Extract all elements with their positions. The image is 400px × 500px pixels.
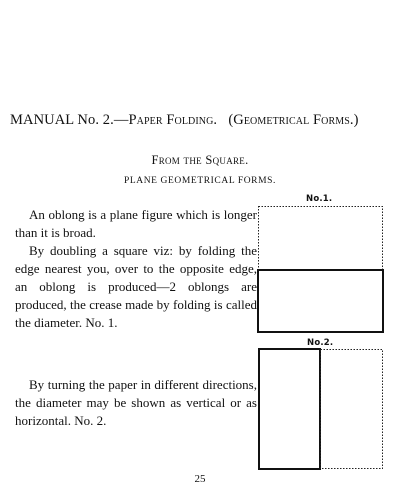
figure-2-label: No.2. <box>307 338 334 348</box>
section-title: From the Square. <box>151 153 249 167</box>
figure-1-diagram <box>258 207 383 333</box>
figure-1-solid-half <box>258 270 383 332</box>
section-subtitle: PLANE GEOMETRICAL FORMS. <box>123 176 277 186</box>
page-number: 25 <box>194 473 206 485</box>
paragraph-doubling-square: By doubling a square viz: by folding the edge nearest you, over to the opposite edge, an oblong is produced—2 oblongs are produced, the crease made by folding is called the diameter. No. 1. <box>15 243 257 330</box>
figure-2-dotted-half <box>321 350 383 469</box>
manual-title: MANUAL No. 2.— <box>10 112 129 128</box>
manual-parenthetical: (Geometrical Forms.) <box>228 112 359 128</box>
figure-2-solid-half <box>259 349 320 469</box>
figure-1-dotted-half <box>259 207 383 271</box>
figure-1-label: No.1. <box>306 194 333 204</box>
paragraph-oblong-definition: An oblong is a plane figure which is longer than it is broad. <box>15 207 257 240</box>
manual-subtitle: Paper Folding. <box>128 112 218 128</box>
figure-2-diagram <box>259 349 383 469</box>
paragraph-turning-paper: By turning the paper in different directions, the diameter may be shown as vertical or as horizontal. No. 2. <box>15 377 257 428</box>
